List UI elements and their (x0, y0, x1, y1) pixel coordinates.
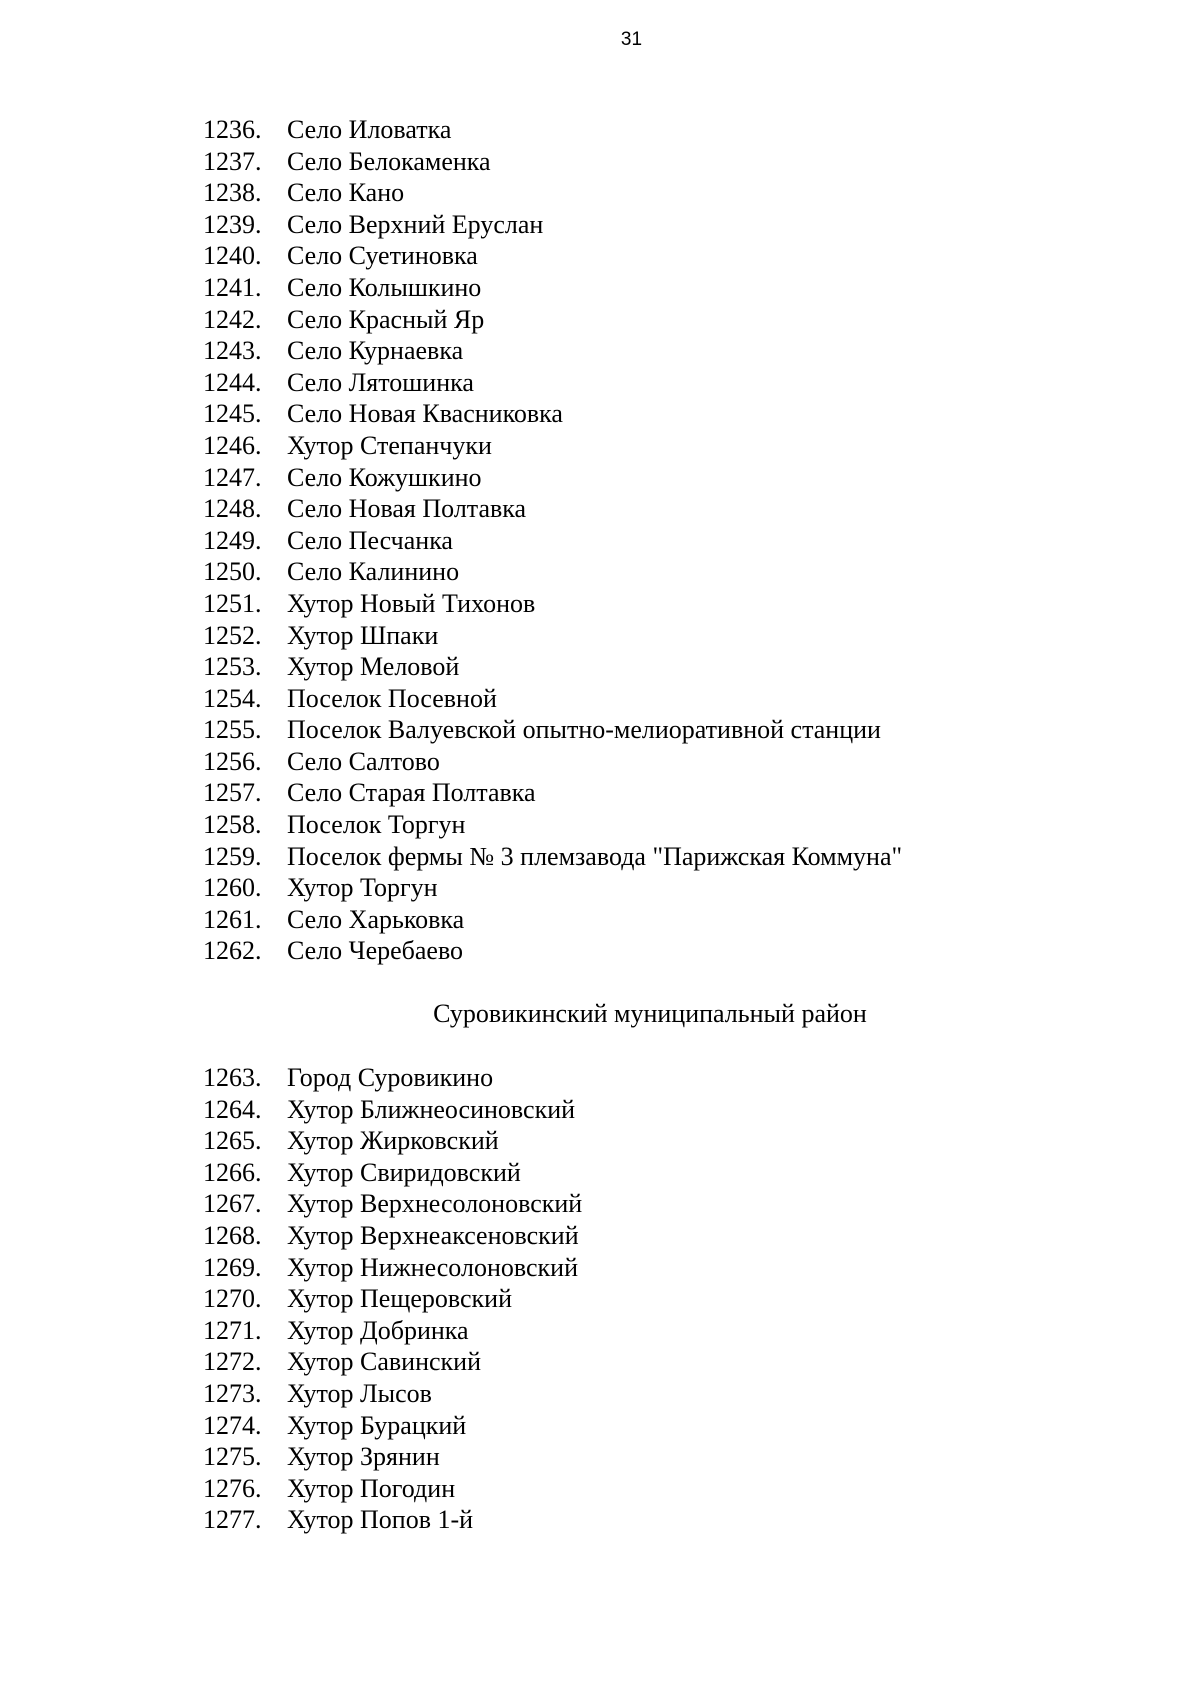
list-item (0, 1315, 1200, 1347)
item-name: Хутор Пещеровский (287, 1284, 513, 1314)
item-name: Хутор Торгун (287, 873, 438, 903)
list-item (0, 240, 1200, 272)
item-number: 1238. (203, 178, 262, 208)
item-name: Хутор Ближнеосиновский (287, 1094, 576, 1124)
item-number: 1273. (203, 1378, 262, 1408)
item-name: Хутор Нижнесолоновский (287, 1252, 578, 1282)
settlement-list-section-2 (0, 1062, 1200, 1536)
list-item (0, 493, 1200, 525)
item-number: 1249. (203, 525, 262, 555)
item-name: Село Старая Полтавка (287, 778, 536, 808)
item-name: Село Кожушкино (287, 462, 482, 492)
item-name: Село Харьковка (287, 904, 465, 934)
item-number: 1243. (203, 336, 262, 366)
list-item (0, 1346, 1200, 1378)
list-item (0, 588, 1200, 620)
item-name: Поселок Валуевской опытно-мелиоративной станции (287, 715, 881, 745)
list-item (0, 1188, 1200, 1220)
item-number: 1250. (203, 557, 262, 587)
item-name: Хутор Добринка (287, 1315, 469, 1345)
item-name: Село Салтово (287, 746, 440, 776)
item-number: 1271. (203, 1315, 262, 1345)
item-number: 1272. (203, 1347, 262, 1377)
list-item (0, 841, 1200, 873)
list-item (0, 935, 1200, 967)
item-name: Хутор Верхнесолоновский (287, 1189, 583, 1219)
item-name: Село Курнаевка (287, 336, 464, 366)
list-item (0, 651, 1200, 683)
list-item (0, 1504, 1200, 1536)
item-number: 1263. (203, 1063, 262, 1092)
item-name: Село Верхний Еруслан (287, 209, 544, 239)
item-name: Хутор Бурацкий (287, 1410, 467, 1440)
list-item (0, 209, 1200, 241)
item-number: 1269. (203, 1252, 262, 1282)
item-number: 1275. (203, 1442, 262, 1472)
item-name: Хутор Жирковский (287, 1126, 499, 1156)
item-number: 1270. (203, 1284, 262, 1314)
item-number: 1262. (203, 936, 262, 966)
list-item (0, 556, 1200, 588)
item-number: 1246. (203, 430, 262, 460)
item-name: Село Красный Яр (287, 304, 485, 334)
item-number: 1248. (203, 494, 262, 524)
list-item (0, 1125, 1200, 1157)
list-item (0, 1220, 1200, 1252)
item-name: Хутор Шпаки (287, 620, 439, 650)
list-item (0, 620, 1200, 652)
item-number: 1259. (203, 841, 262, 871)
page-number: 31 (620, 29, 643, 50)
item-number: 1241. (203, 272, 262, 302)
item-name: Хутор Меловой (287, 652, 460, 682)
item-name: Хутор Погодин (287, 1473, 456, 1503)
list-item (0, 904, 1200, 936)
list-item (0, 114, 1200, 146)
item-number: 1255. (203, 715, 262, 745)
item-name: Село Суетиновка (287, 241, 478, 271)
item-name: Хутор Свиридовский (287, 1157, 521, 1187)
list-item (0, 398, 1200, 430)
list-item (0, 146, 1200, 178)
item-name: Поселок Посевной (287, 683, 497, 713)
item-number: 1261. (203, 904, 262, 934)
list-item (0, 1062, 1200, 1094)
item-name: Хутор Лысов (287, 1378, 432, 1408)
list-item (0, 714, 1200, 746)
item-number: 1253. (203, 652, 262, 682)
list-item (0, 777, 1200, 809)
item-name: Село Кано (287, 178, 405, 208)
item-number: 1268. (203, 1220, 262, 1250)
item-number: 1244. (203, 367, 262, 397)
item-number: 1254. (203, 683, 262, 713)
item-number: 1256. (203, 746, 262, 776)
item-number: 1276. (203, 1473, 262, 1503)
item-number: 1274. (203, 1410, 262, 1440)
list-item (0, 1378, 1200, 1410)
list-item (0, 683, 1200, 715)
item-number: 1252. (203, 620, 262, 650)
list-item (0, 462, 1200, 494)
item-name: Хутор Новый Тихонов (287, 588, 536, 618)
item-name: Село Новая Квасниковка (287, 399, 563, 429)
item-number: 1245. (203, 399, 262, 429)
item-number: 1267. (203, 1189, 262, 1219)
item-name: Село Калинино (287, 557, 460, 587)
item-name: Поселок Торгун (287, 810, 466, 840)
item-number: 1258. (203, 810, 262, 840)
item-number: 1251. (203, 588, 262, 618)
list-item (0, 335, 1200, 367)
item-number: 1239. (203, 209, 262, 239)
list-item (0, 746, 1200, 778)
list-item (0, 1283, 1200, 1315)
item-number: 1240. (203, 241, 262, 271)
settlement-list-section-1 (0, 114, 1200, 967)
item-name: Село Лятошинка (287, 367, 474, 397)
item-name: Хутор Попов 1-й (287, 1505, 474, 1535)
list-item (0, 1094, 1200, 1126)
list-item (0, 430, 1200, 462)
item-number: 1237. (203, 146, 262, 176)
list-item (0, 1410, 1200, 1442)
item-number: 1257. (203, 778, 262, 808)
list-item (0, 1473, 1200, 1505)
item-number: 1247. (203, 462, 262, 492)
item-number: 1277. (203, 1505, 262, 1535)
item-name: Поселок фермы № 3 племзавода "Парижская Коммуна" (287, 841, 903, 871)
list-item (0, 367, 1200, 399)
item-name: Хутор Савинский (287, 1347, 481, 1377)
list-item (0, 809, 1200, 841)
item-name: Хутор Степанчуки (287, 430, 492, 460)
item-name: Село Колышкино (287, 272, 482, 302)
list-item (0, 1157, 1200, 1189)
list-item (0, 1252, 1200, 1284)
item-number: 1260. (203, 873, 262, 903)
list-item (0, 272, 1200, 304)
list-item (0, 1441, 1200, 1473)
list-item (0, 177, 1200, 209)
section-heading: Суровикинский муниципальный район (433, 999, 867, 1028)
item-number: 1236. (203, 115, 262, 144)
list-item (0, 872, 1200, 904)
item-name: Хутор Зрянин (287, 1442, 440, 1472)
list-item (0, 304, 1200, 336)
item-number: 1265. (203, 1126, 262, 1156)
item-name: Село Песчанка (287, 525, 453, 555)
item-number: 1242. (203, 304, 262, 334)
item-name: Село Иловатка (287, 115, 452, 144)
item-name: Хутор Верхнеаксеновский (287, 1220, 579, 1250)
item-name: Город Суровикино (287, 1063, 494, 1092)
item-name: Село Черебаево (287, 936, 464, 966)
item-number: 1264. (203, 1094, 262, 1124)
list-item (0, 525, 1200, 557)
item-number: 1266. (203, 1157, 262, 1187)
item-name: Село Новая Полтавка (287, 494, 527, 524)
item-name: Село Белокаменка (287, 146, 491, 176)
